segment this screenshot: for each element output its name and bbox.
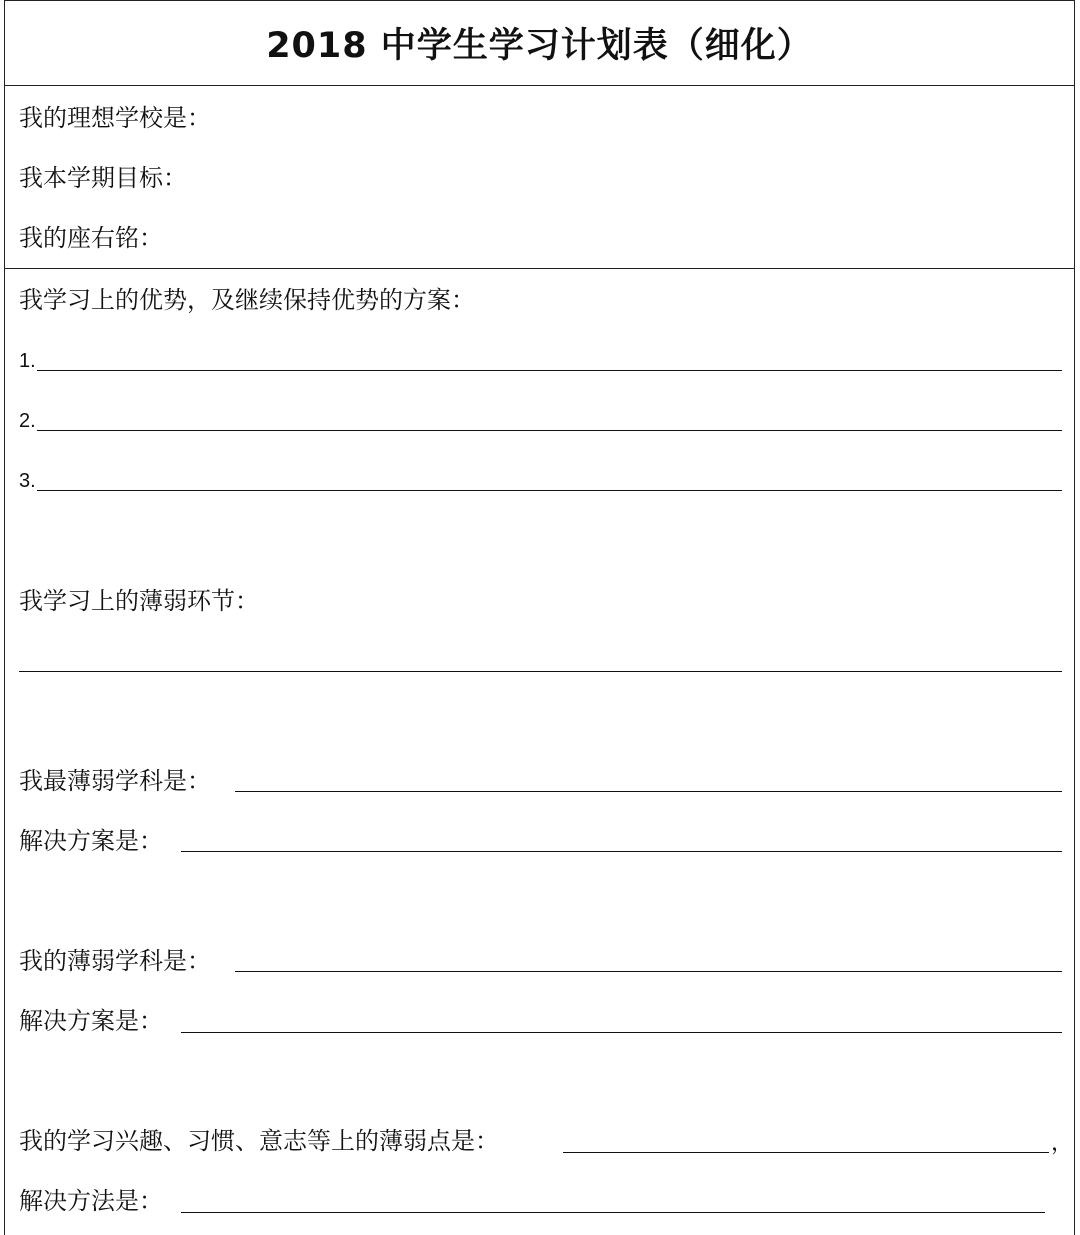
habits-prompt: 我的学习兴趣、习惯、意志等上的薄弱点是： bbox=[19, 1127, 499, 1155]
strength-item-number: 1. bbox=[19, 350, 36, 372]
study-plan-sheet bbox=[4, 0, 1075, 1235]
weak-subject-line[interactable] bbox=[235, 971, 1062, 972]
weak-subject-prompt: 我的薄弱学科是： bbox=[19, 947, 211, 975]
habits-line[interactable] bbox=[563, 1152, 1049, 1153]
solution-prompt-1: 解决方案是： bbox=[19, 827, 163, 855]
solution-prompt-2: 解决方案是： bbox=[19, 1007, 163, 1035]
semester-goal-label: 我本学期目标： bbox=[19, 164, 187, 192]
method-line[interactable] bbox=[181, 1212, 1045, 1213]
goals-section bbox=[5, 85, 1074, 269]
strength-item-line-1[interactable] bbox=[37, 370, 1062, 371]
method-prompt: 解决方法是： bbox=[19, 1187, 163, 1215]
weak-links-prompt: 我学习上的薄弱环节： bbox=[19, 587, 259, 615]
strength-item-line-3[interactable] bbox=[37, 490, 1062, 491]
strength-item-number: 3. bbox=[19, 470, 36, 492]
strength-item-number: 2. bbox=[19, 410, 36, 432]
weakest-subject-line[interactable] bbox=[235, 791, 1062, 792]
solution-line-2[interactable] bbox=[181, 1032, 1062, 1033]
motto-label: 我的座右铭： bbox=[19, 224, 163, 252]
solution-line-1[interactable] bbox=[181, 851, 1062, 852]
ideal-school-label: 我的理想学校是： bbox=[19, 104, 211, 132]
habits-comma: ， bbox=[1051, 1131, 1074, 1156]
page-title: 2018 中学生学习计划表（细化） bbox=[266, 26, 813, 66]
weakest-subject-prompt: 我最薄弱学科是： bbox=[19, 767, 211, 795]
title-row bbox=[5, 1, 1074, 86]
weak-links-line[interactable] bbox=[19, 671, 1062, 672]
strengths-prompt: 我学习上的优势，及继续保持优势的方案： bbox=[19, 286, 475, 314]
strength-item-line-2[interactable] bbox=[37, 430, 1062, 431]
